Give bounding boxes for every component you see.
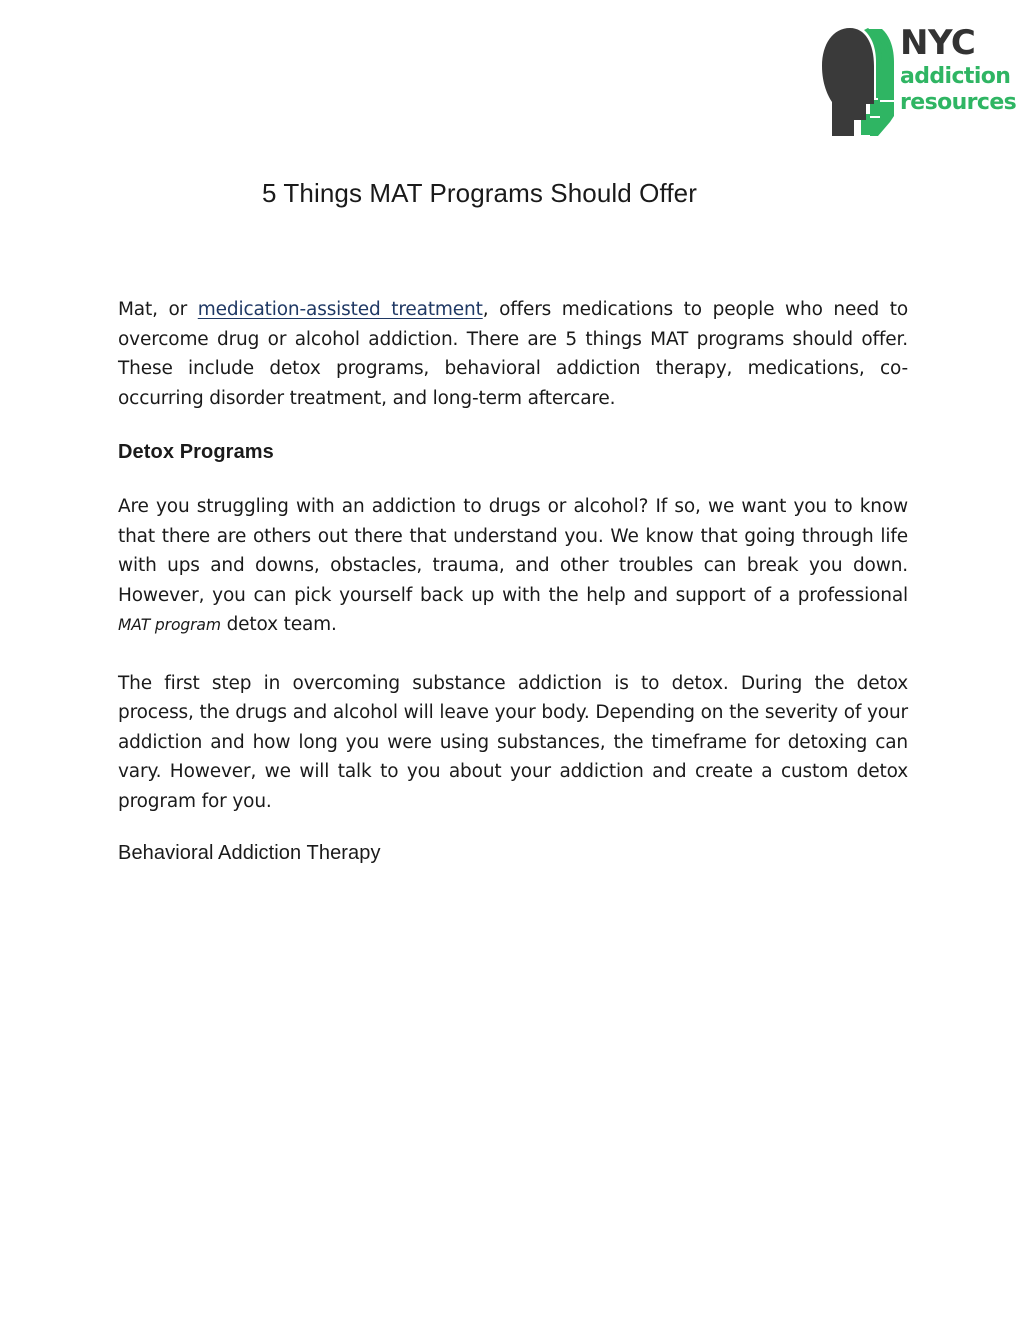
paragraph-intro xyxy=(118,295,908,413)
emphasis-mat-program: MAT program xyxy=(118,616,221,634)
logo-text-addiction: addiction xyxy=(900,64,1011,89)
logo-text-nyc: NYC xyxy=(900,23,976,63)
page-title: 5 Things MAT Programs Should Offer xyxy=(262,178,698,208)
logo-text-resources: resources xyxy=(900,90,1017,115)
intro-text-before-link: Mat, or xyxy=(118,299,198,320)
detox-p1-before-emphasis: Are you struggling with an addiction to drugs or alcohol? If so, we want you to know that there are others out there that understand you. We know that going through life with ups and downs, obstacles, trauma, and other troubles can break you down. However, you can pick yourself back up with the help and support of a professional xyxy=(118,496,908,606)
paragraph-detox-2: The first step in overcoming substance addiction is to detox. During the detox process, the drugs and alcohol will leave your body. Depending on the severity of your addiction and how long you were using substances, the timeframe for detoxing can vary. However, we will talk to you about your addiction and create a custom detox program for you. xyxy=(118,672,908,812)
logo-wordmark xyxy=(900,23,1017,142)
intro-text-after-link: , offers medications to people who need to overcome drug or alcohol addiction. There are 5 things MAT programs should offer. These include detox programs, behavioral addiction therapy, medications, co-occurring disorder treatment, and long-term aftercare. xyxy=(118,299,908,409)
detox-p1-after-emphasis: detox team. xyxy=(220,614,337,635)
paragraph-detox-1 xyxy=(118,492,908,641)
site-logo xyxy=(818,22,1017,142)
head-silhouette-icon xyxy=(820,26,898,138)
heading-behavioral-addiction-therapy: Behavioral Addiction Therapy xyxy=(118,842,381,864)
heading-detox-programs: Detox Programs xyxy=(118,441,274,463)
document-content xyxy=(118,295,908,865)
medication-assisted-treatment-link[interactable]: medication-assisted treatment xyxy=(197,299,483,320)
